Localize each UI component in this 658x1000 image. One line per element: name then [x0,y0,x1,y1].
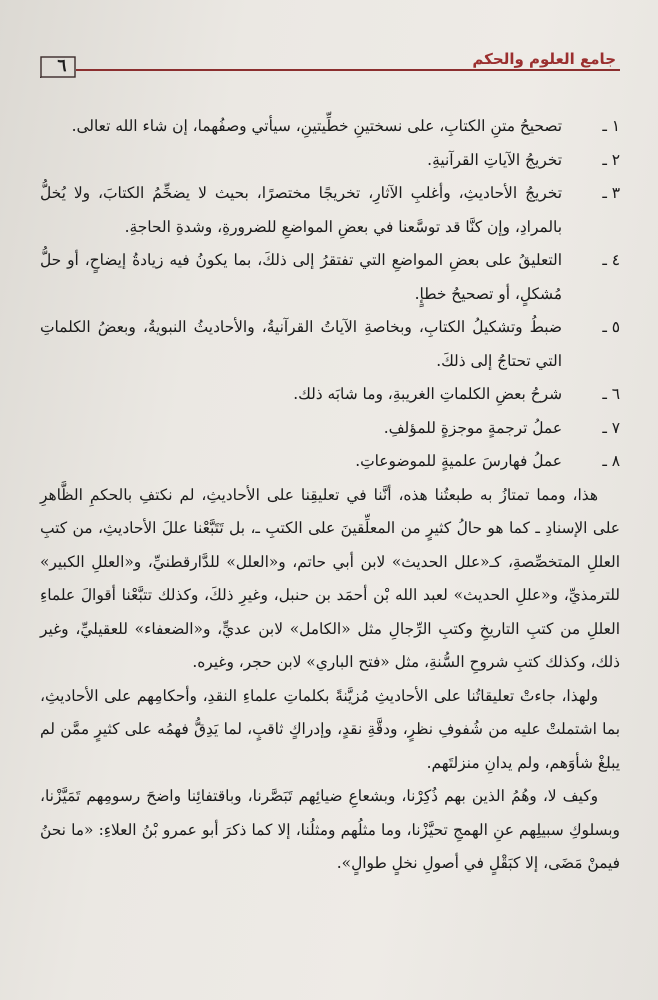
list-number: ٨ ـ [602,452,620,470]
list-item [40,110,620,144]
header-rule [76,69,620,71]
page-number: ٦ [57,56,67,76]
paragraph: وكيف لا، وهُمُ الذين بهم ذُكِرْنا، وبشعاعِ ضيائِهم تَبَصَّرنا، وباقتفائِنا واضحَ رسومِهم تَمَيَّزْنا، وبسلوكِ سبيلِهم عنِ الهمجِ تحيَّزْنا، وما مثلُهم ومثلُنا، إلا كما ذكرَ أبو عمرو بْنُ العلاءِ: «ما نحنُ فيمنْ مَضَى، إلا كبَقْلٍ في أصولِ نخلٍ طوالٍ». [40,787,620,872]
list-number: ٤ ـ [602,251,620,269]
list-number: ٧ ـ [602,418,620,437]
list-item [40,144,620,178]
body-text [40,110,620,881]
list-number: ٣ ـ [602,184,620,202]
list-item [40,311,620,378]
page-header [40,44,620,84]
list-item [40,177,620,244]
list-number: ٢ ـ [602,150,620,169]
list-text: شرحُ بعضِ الكلماتِ الغريبةِ، وما شابَه ذلك. [293,385,562,403]
list-number: ١ ـ [602,117,620,135]
list-text: ضبطُ وتشكيلُ الكتابِ، وبخاصةِ الآياتُ القرآنيةُ، والأحاديثُ النبويةُ، وبعضُ الكلماتِ التي تحتاجُ إلى ذلكَ. [40,318,562,370]
list-text: التعليقُ على بعضِ المواضعِ التي تفتقرُ إلى ذلكَ، بما يكونُ فيه زيادةُ إيضاحٍ، أو حلُّ مُشكلٍ، أو تصحيحُ خطإٍ. [40,251,562,303]
list-item [40,412,620,446]
list-text: تخريجُ الأحاديثِ، وأغلبِ الآثارِ، تخريجًا مختصرًا، بحيث لا يضخِّمُ الكتابَ، ولا يُخلُّ بالمرادِ، وإن كنَّا قد توسَّعنا في بعضِ المواضعِ للضرورةِ، وشدةِ الحاجةِ. [40,184,562,236]
list-number: ٦ ـ [602,385,620,403]
list-text: عملُ فهارسَ علميةٍ للموضوعاتِ. [355,452,562,470]
book-title: جامع العلوم والحكم [472,50,616,68]
list-item [40,445,620,479]
list-number: ٥ ـ [602,318,620,336]
paragraph: ولهذا، جاءتْ تعليقاتُنا على الأحاديثِ مُزيَّنةً بكلماتِ علماءِ النقدِ، وأحكامِهم على الأحاديثِ، بما اشتملتْ عليه من شُفوفِ نظرٍ، ودقَّةِ نقدٍ، وإدراكٍ ثاقبٍ، لما يَدِقُّ فهمُه على كثيرٍ ممَّن لم يبلغْ شأوَهم، ولم يدانِ منزلتَهم. [40,686,620,772]
list-item [40,378,620,412]
list-text: تخريجُ الآياتِ القرآنيةِ. [427,150,562,169]
list-item [40,244,620,311]
paragraph: هذا، ومما تمتازُ به طبعتُنا هذه، أنَّنا في تعليقِنا على الأحاديثِ، لم نكتفِ بالحكمِ الظَّاهرِ على الإسنادِ ـ كما هو حالُ كثيرٍ من المعلِّقينَ على الكتبِ ـ، بل تَتَبَّعْنا عللَ الأحاديثِ، من كتبِ العللِ المتخصِّصةِ، كـ«علل الحديث» لابن أبي حاتم، و«العلل» للدَّارقطنيِّ، و«العللِ الكبير» للترمذيِّ، و«عللِ الحديث» لعبد الله بْن أحمَد بن حنبل، وغيرِ ذلكَ، وكذلك تتبَّعْنا أقوالَ علماءِ العللِ من كتبِ التاريخِ وكتبِ الرِّجالِ مثل «الكامل» لابن عديٍّ، و«الضعفاء» للعقيليِّ، وغير ذلك، وكذلك كتبِ شروحِ السُّنةِ، مثل «فتح الباري» لابن حجر، وغيره. [40,485,620,671]
list-text: تصحيحُ متنِ الكتابِ، على نسختينِ خطِّيتينِ، سيأتي وصفُهما، إن شاء الله تعالى. [71,117,562,135]
list-text: عملُ ترجمةٍ موجزةٍ للمؤلفِ. [383,418,562,437]
